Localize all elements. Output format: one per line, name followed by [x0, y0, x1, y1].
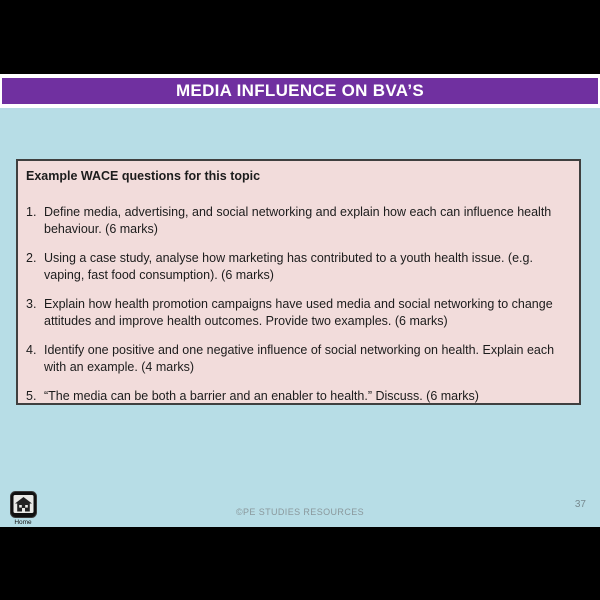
header-strip: [0, 74, 600, 108]
page-number: 37: [574, 499, 586, 510]
bottom-letterbox: [0, 527, 600, 600]
slide: [0, 74, 600, 527]
question-text: “The media can be both a barrier and an enabler to health.” Discuss. (6 marks): [44, 388, 479, 403]
top-letterbox: [0, 0, 600, 74]
question-text: Using a case study, analyse how marketing has contributed to a youth health issue. (e.g. vaping, fast food consumption). (6 marks): [44, 250, 533, 282]
question-number: 5.: [26, 388, 37, 403]
question-item-4: [26, 342, 569, 377]
question-item-1: [26, 204, 569, 239]
question-item-5: [26, 388, 569, 406]
question-number: 4.: [26, 342, 37, 357]
question-box-title: Example WACE questions for this topic: [26, 169, 261, 183]
question-number: 1.: [26, 204, 37, 219]
header-bar: [2, 78, 598, 104]
home-button-label: Home: [14, 519, 32, 526]
question-item-2: [26, 250, 569, 285]
question-text: Identify one positive and one negative influence of social networking on health. Explain each with an example. (4 marks): [44, 342, 555, 374]
question-number: 2.: [26, 250, 37, 265]
page-title: MEDIA INFLUENCE ON BVA’S: [175, 81, 425, 100]
question-text: Define media, advertising, and social networking and explain how each can influence health behaviour. (6 marks): [44, 204, 552, 236]
question-number: 3.: [26, 296, 37, 311]
question-text: Explain how health promotion campaigns have used media and social networking to change attitudes and improve health outcomes. Provide two examples. (6 marks): [44, 296, 553, 328]
question-item-3: [26, 296, 569, 331]
footer-copyright: ©PE STUDIES RESOURCES: [235, 507, 365, 517]
question-box: [16, 159, 581, 405]
